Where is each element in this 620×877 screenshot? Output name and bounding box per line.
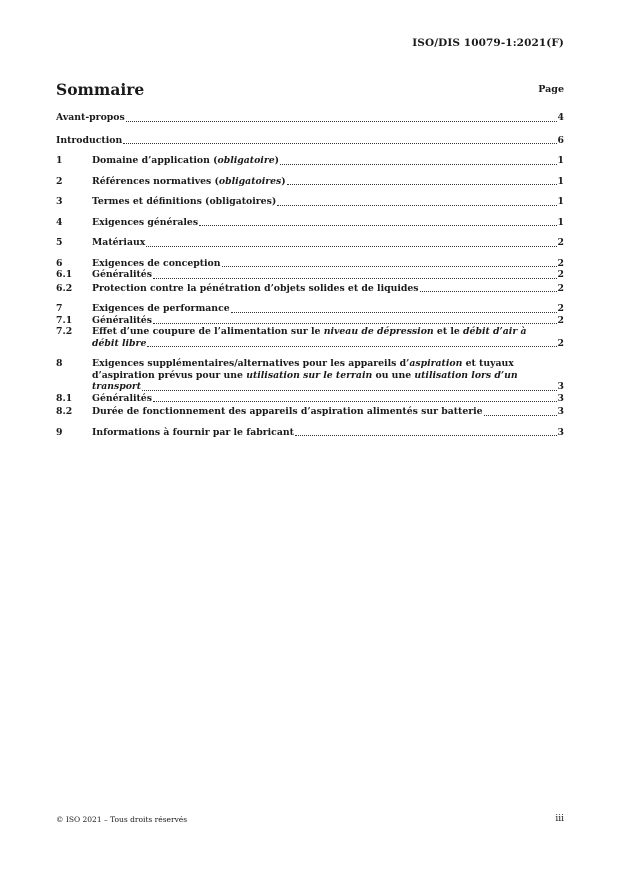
toc-entry-7-2[interactable] bbox=[56, 326, 564, 349]
dot-leader bbox=[277, 204, 556, 206]
toc-entry-text: Généralités bbox=[92, 314, 152, 326]
toc-entry-text: Références normatives (obligatoires) bbox=[92, 175, 286, 187]
toc-entry-text: Domaine d’application (obligatoire) bbox=[92, 155, 280, 166]
toc-entry-number: 6.2 bbox=[56, 282, 73, 294]
toc-entry-number: 7.2 bbox=[56, 326, 73, 337]
toc-entry-page: 2 bbox=[557, 269, 564, 280]
toc-entry-6-1[interactable] bbox=[56, 269, 564, 281]
toc-entry-number: 6 bbox=[56, 257, 63, 269]
toc-entry-page: 1 bbox=[557, 216, 564, 228]
toc-entry-8[interactable] bbox=[56, 358, 564, 393]
toc-entry-page: 1 bbox=[557, 175, 564, 187]
toc-entry-page: 1 bbox=[557, 155, 564, 166]
toc-entry-text: Exigences générales bbox=[92, 216, 199, 228]
toc-entry-number: 8 bbox=[56, 358, 63, 369]
toc-entry-page: 2 bbox=[557, 337, 564, 349]
toc-entry-avant-propos[interactable] bbox=[56, 112, 564, 124]
toc-entry-text: Généralités bbox=[92, 269, 152, 280]
toc-entry-7[interactable] bbox=[56, 303, 564, 315]
dot-leader bbox=[199, 224, 556, 226]
dot-leader bbox=[484, 414, 557, 416]
dot-leader bbox=[222, 265, 557, 267]
dot-leader bbox=[147, 345, 556, 347]
toc-entry-number: 1 bbox=[56, 155, 63, 166]
toc-entry-text: Protection contre la pénétration d’objets solides et de liquides bbox=[92, 282, 419, 294]
toc-entry-text: Matériaux bbox=[92, 237, 146, 248]
toc-entry-4[interactable] bbox=[56, 217, 564, 229]
toc-entry-text: Introduction bbox=[56, 134, 123, 146]
footer-page-number: iii bbox=[555, 814, 564, 824]
toc-entry-text-line-2: d’aspiration prévus pour une utilisation sur le terrain ou une utilisation lors d’un bbox=[92, 369, 518, 381]
dot-leader bbox=[295, 434, 557, 436]
toc-entry-page: 2 bbox=[557, 237, 564, 248]
toc-entry-page: 3 bbox=[557, 426, 564, 438]
dot-leader bbox=[153, 322, 557, 324]
toc-entry-text: Avant-propos bbox=[56, 112, 125, 123]
toc-entry-number: 3 bbox=[56, 196, 63, 207]
toc-entry-3[interactable] bbox=[56, 196, 564, 208]
toc-entry-number: 8.1 bbox=[56, 392, 73, 404]
dot-leader bbox=[153, 400, 557, 402]
toc-entry-number: 6.1 bbox=[56, 269, 73, 280]
dot-leader bbox=[146, 245, 556, 247]
table-of-contents bbox=[56, 112, 564, 438]
toc-entry-text: Informations à fournir par le fabricant bbox=[92, 426, 294, 438]
toc-entry-number: 7 bbox=[56, 303, 63, 314]
toc-header bbox=[56, 80, 564, 100]
toc-entry-page: 2 bbox=[557, 257, 564, 269]
toc-entry-text: Exigences de performance bbox=[92, 303, 230, 314]
toc-title: Sommaire bbox=[56, 80, 145, 99]
dot-leader bbox=[153, 277, 557, 279]
toc-entry-text-line-3: transport bbox=[92, 381, 142, 392]
dot-leader bbox=[231, 311, 557, 313]
dot-leader bbox=[126, 120, 557, 122]
toc-entry-text: Durée de fonctionnement des appareils d’aspiration alimentés sur batterie bbox=[92, 406, 483, 417]
document-reference: ISO/DIS 10079-1:2021(F) bbox=[412, 37, 564, 49]
toc-entry-6[interactable] bbox=[56, 258, 564, 270]
toc-entry-page: 3 bbox=[557, 392, 564, 404]
toc-entry-text: Termes et définitions (obligatoires) bbox=[92, 196, 277, 207]
toc-entry-8-1[interactable] bbox=[56, 393, 564, 405]
dot-leader bbox=[420, 290, 557, 292]
dot-leader bbox=[287, 183, 557, 185]
toc-entry-page: 3 bbox=[557, 406, 564, 417]
toc-entry-page: 1 bbox=[557, 196, 564, 207]
toc-entry-text-line-1: Exigences supplémentaires/alternatives pour les appareils d’aspiration et tuyaux bbox=[92, 358, 514, 369]
toc-entry-page: 4 bbox=[557, 112, 564, 123]
toc-entry-text-line-1: Effet d’une coupure de l’alimentation sur le niveau de dépression et le débit d’air à bbox=[92, 326, 527, 337]
toc-page-label: Page bbox=[538, 84, 564, 95]
toc-entry-9[interactable] bbox=[56, 427, 564, 439]
dot-leader bbox=[142, 389, 556, 391]
toc-entry-8-2[interactable] bbox=[56, 406, 564, 418]
toc-entry-7-1[interactable] bbox=[56, 315, 564, 327]
toc-entry-2[interactable] bbox=[56, 176, 564, 188]
toc-entry-6-2[interactable] bbox=[56, 283, 564, 295]
toc-entry-5[interactable] bbox=[56, 237, 564, 249]
dot-leader bbox=[123, 142, 556, 144]
toc-entry-number: 4 bbox=[56, 216, 63, 228]
toc-entry-introduction[interactable] bbox=[56, 135, 564, 147]
toc-entry-number: 8.2 bbox=[56, 406, 73, 417]
toc-entry-number: 5 bbox=[56, 237, 63, 248]
dot-leader bbox=[280, 163, 556, 165]
toc-entry-page: 2 bbox=[557, 314, 564, 326]
toc-entry-text: Exigences de conception bbox=[92, 257, 221, 269]
toc-entry-page: 3 bbox=[557, 381, 564, 392]
toc-entry-number: 7.1 bbox=[56, 314, 73, 326]
toc-entry-page: 6 bbox=[557, 134, 564, 146]
toc-entry-number: 9 bbox=[56, 426, 63, 438]
toc-entry-page: 2 bbox=[557, 303, 564, 314]
footer-copyright: © ISO 2021 – Tous droits réservés bbox=[56, 815, 188, 824]
toc-entry-text-line-2: débit libre bbox=[92, 337, 147, 349]
toc-entry-1[interactable] bbox=[56, 155, 564, 167]
toc-entry-number: 2 bbox=[56, 175, 63, 187]
toc-entry-text: Généralités bbox=[92, 392, 152, 404]
toc-entry-page: 2 bbox=[557, 282, 564, 294]
